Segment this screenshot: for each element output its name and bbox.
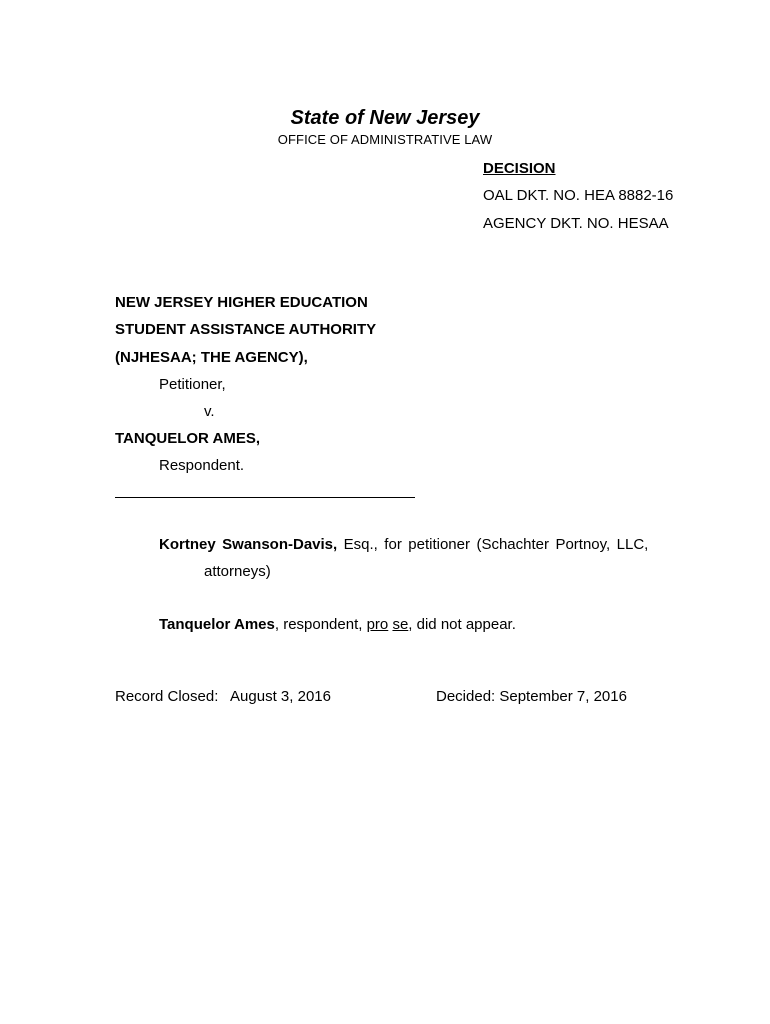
respondent-appearance-text-b: , did not appear. [408,616,516,633]
respondent-role: Respondent. [159,457,245,474]
counsel-details: Esq., for petitioner (Schachter Portnoy, LLC, [337,536,649,553]
petitioner-name-line-3: (NJHESAA; THE AGENCY), [115,349,308,366]
pro-term: pro [366,616,389,633]
agency-docket-number: AGENCY DKT. NO. HESAA [483,215,669,232]
respondent-appearance-name: Tanquelor Ames [159,616,275,633]
respondent-name: TANQUELOR AMES, [115,430,260,447]
record-closed-date: Record Closed: August 3, 2016 [115,688,331,705]
decision-heading: DECISION [483,160,556,177]
petitioner-name-line-1: NEW JERSEY HIGHER EDUCATION [115,294,368,311]
versus: v. [204,403,215,420]
caption-divider [115,497,415,498]
state-title: State of New Jersey [290,107,480,129]
decided-date: Decided: September 7, 2016 [436,688,627,705]
respondent-appearance [159,616,516,633]
se-term: se [392,616,409,633]
respondent-appearance-text-a: , respondent, [274,616,367,633]
office-subtitle: OFFICE OF ADMINISTRATIVE LAW [277,132,493,147]
petitioner-name-line-2: STUDENT ASSISTANCE AUTHORITY [115,321,377,338]
counsel-appearance [159,536,648,553]
counsel-name: Kortney Swanson-Davis, [159,536,338,553]
counsel-details-continued: attorneys) [204,563,271,580]
oal-docket-number: OAL DKT. NO. HEA 8882-16 [483,187,674,204]
petitioner-role: Petitioner, [159,376,226,393]
